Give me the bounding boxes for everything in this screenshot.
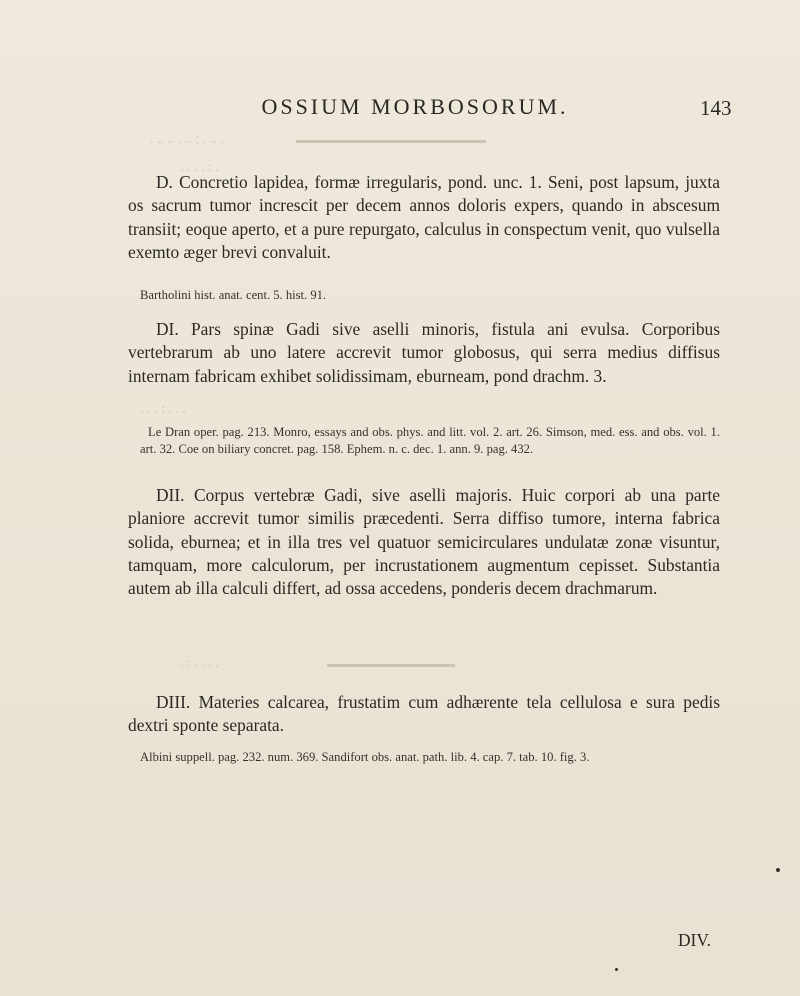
section-di-label: DI. (156, 319, 179, 339)
running-title: OSSIUM MORBOSORUM. (261, 94, 569, 119)
show-through-text: . . . : . . . (140, 402, 186, 417)
section-d-label: D. (156, 172, 173, 192)
section-diii-reference: Albini suppell. pag. 232. num. 369. Sandifort obs. anat. path. lib. 4. cap. 7. tab. 10. fig. 3. (140, 750, 590, 764)
catchword: DIV. (678, 930, 712, 950)
section-dii-paragraph (128, 484, 720, 600)
ink-spot (776, 868, 780, 872)
show-through-text: . .. .. . .. ; . .. . (150, 132, 224, 147)
section-d-paragraph (128, 171, 720, 264)
show-through-rule (296, 140, 486, 143)
show-through-text: . . . . : . (180, 160, 219, 175)
show-through-rule (327, 664, 455, 667)
section-diii-text: Materies calcarea, frustatim cum adhærente tela cellulosa e sura pedis dextri sponte separata. (128, 692, 720, 736)
section-diii-label: DIII. (156, 692, 191, 712)
section-diii-paragraph (128, 691, 720, 738)
section-d-text: Concretio lapidea, formæ irregularis, pond. unc. 1. Seni, post lapsum, juxta os sacrum tumor increscit per decem annos doloris expers, quando in abscesum transiit; eoque aperto, et a pure repurgato, calculus in conspectum venit, quo vulsella exemto æger brevi convaluit. (128, 172, 720, 262)
section-di-reference: Le Dran oper. pag. 213. Monro, essays and obs. phys. and litt. vol. 2. art. 26. Simson, med. ess. and obs. vol. 1. art. 32. Coe on biliary concret. pag. 158. Ephem. n. c. dec. 1. ann. 9. pag. 432. (140, 425, 720, 456)
section-dii-label: DII. (156, 485, 185, 505)
ink-spot (615, 968, 618, 971)
show-through-text: . : . . . . (180, 656, 219, 671)
section-dii-text: Corpus vertebræ Gadi, sive aselli majoris. Huic corpori ab una parte planiore accrevit tumor similis præcedenti. Serra diffiso tumore, interna fabrica solida, eburnea; et in illa tres vel quatuor semicirculares undulatæ zonæ visuntur, tamquam, more calculorum, per incrustationem augmentum cepisset. Substantia autem ab illa calculi differt, ad ossa accedens, ponderis decem drachmarum. (128, 485, 720, 599)
page-number: 143 (700, 96, 732, 120)
section-d-reference: Bartholini hist. anat. cent. 5. hist. 91. (140, 288, 327, 302)
section-di-text: Pars spinæ Gadi sive aselli minoris, fistula ani evulsa. Corporibus vertebrarum ab uno latere accrevit tumor globosus, qui serra medius diffisus internam fabricam exhibet solidissimam, eburneam, pond drachm. 3. (128, 319, 721, 386)
section-di-paragraph (128, 318, 720, 388)
